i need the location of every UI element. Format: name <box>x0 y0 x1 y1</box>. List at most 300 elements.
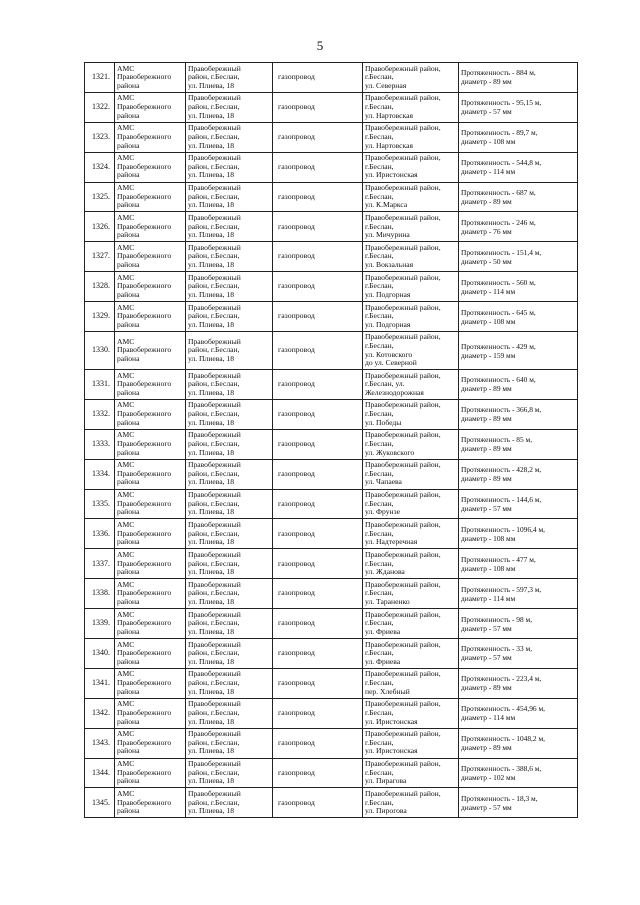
object-parameters-cell-line: диаметр - 57 мм <box>461 504 512 514</box>
object-parameters-cell <box>459 788 578 818</box>
holder-address-cell-line: район, г.Беслан, <box>188 131 240 141</box>
holder-address-cell-line: район, г.Беслан, <box>188 161 240 171</box>
holder-cell <box>115 152 186 182</box>
holder-address-cell-line: ул. Плиева, 18 <box>188 170 235 180</box>
object-parameters-cell-line: диаметр - 89 мм <box>461 683 512 693</box>
holder-cell-line: АМС <box>117 639 135 649</box>
holder-address-cell-line: ул. Плиева, 18 <box>188 567 235 577</box>
holder-address-cell <box>186 370 273 400</box>
table-row <box>85 399 578 429</box>
object-location-cell <box>363 152 459 182</box>
table-row <box>85 429 578 459</box>
object-parameters-cell-line: Протяженность - 429 м, <box>461 341 536 351</box>
holder-address-cell-line: ул. Плиева, 18 <box>188 716 235 726</box>
object-parameters-cell-line: Протяженность - 687 м, <box>461 188 536 197</box>
holder-address-cell-line: район, г.Беслан, <box>188 345 240 355</box>
table-row <box>85 272 578 302</box>
holder-cell-line: АМС <box>117 729 135 739</box>
holder-cell-line: АМС <box>117 370 135 380</box>
table-row <box>85 92 578 122</box>
object-location-cell-line: г.Беслан, <box>365 311 394 321</box>
object-location-cell-line: ул. Надтеречная <box>365 537 418 547</box>
object-location-cell <box>363 519 459 549</box>
object-location-cell-line: г.Беслан, <box>365 588 394 598</box>
holder-cell-line: Правобережного <box>117 648 172 658</box>
holder-cell-line: Правобережного <box>117 251 172 261</box>
object-location-cell-line: Правобережный район, <box>365 302 441 312</box>
table-row <box>85 63 578 93</box>
holder-cell-line: района <box>117 626 140 636</box>
object-location-cell-line: ул. Победы <box>365 417 402 427</box>
holder-cell-line: района <box>117 289 140 299</box>
object-parameters-cell-line: Протяженность - 640 м, <box>461 375 536 385</box>
holder-address-cell-line: ул. Плиева, 18 <box>188 140 235 150</box>
object-parameters-cell-line: Протяженность - 246 м, <box>461 217 536 227</box>
holder-address-cell <box>186 639 273 669</box>
object-location-cell-line: ул. Иристонская <box>365 170 418 180</box>
holder-address-cell-line: Правобережный <box>188 123 241 133</box>
object-parameters-cell <box>459 728 578 758</box>
object-type-cell: газопровод <box>273 519 363 549</box>
object-location-cell <box>363 728 459 758</box>
holder-address-cell-line: район, г.Беслан, <box>188 618 240 628</box>
holder-address-cell-line: Правобережный <box>188 242 241 252</box>
row-number: 1334. <box>85 459 115 489</box>
table-row <box>85 242 578 272</box>
holder-cell-line: района <box>117 319 140 329</box>
table-row <box>85 639 578 669</box>
holder-address-cell-line: район, г.Беслан, <box>188 707 240 717</box>
holder-cell-line: Правобережного <box>117 221 172 231</box>
row-number: 1342. <box>85 698 115 728</box>
object-type-cell: газопровод <box>273 272 363 302</box>
holder-cell <box>115 609 186 639</box>
object-parameters-cell-line: Протяженность - 144,6 м, <box>461 495 542 505</box>
object-parameters-cell-line: диаметр - 57 мм <box>461 653 512 663</box>
object-type-cell: газопровод <box>273 332 363 370</box>
object-location-cell-line: Правобережный район, <box>365 609 441 619</box>
holder-cell-line: района <box>117 417 140 427</box>
object-parameters-cell-line: Протяженность - 544,8 м, <box>461 158 542 168</box>
holder-cell <box>115 459 186 489</box>
holder-address-cell-line: район, г.Беслан, <box>188 409 240 419</box>
holder-cell-line: района <box>117 746 140 756</box>
holder-cell-line: района <box>117 140 140 150</box>
holder-address-cell-line: Правобережный <box>188 639 241 649</box>
holder-address-cell-line: ул. Плиева, 18 <box>188 776 235 786</box>
holder-cell-line: Правобережного <box>117 498 172 508</box>
object-parameters-cell <box>459 429 578 459</box>
object-parameters-cell-line: Протяженность - 89,7 м, <box>461 128 538 138</box>
object-location-cell-line: г.Беслан, <box>365 191 394 201</box>
table-row <box>85 302 578 332</box>
holder-address-cell-line: ул. Плиева, 18 <box>188 746 235 756</box>
object-location-cell <box>363 63 459 93</box>
row-number: 1323. <box>85 122 115 152</box>
object-type-cell: газопровод <box>273 549 363 579</box>
object-location-cell-line: г.Беслан, <box>365 678 394 688</box>
holder-cell-line: АМС <box>117 759 135 769</box>
table-row <box>85 668 578 698</box>
object-location-cell-line: ул. Подгорная <box>365 289 411 299</box>
object-parameters-cell-line: диаметр - 89 мм <box>461 197 512 206</box>
holder-address-cell-line: Правобережный <box>188 400 241 410</box>
object-location-cell-line: ул. Вокзальная <box>365 260 414 270</box>
object-parameters-cell <box>459 489 578 519</box>
registry-table-body <box>85 63 578 818</box>
holder-address-cell-line: Правобережный <box>188 549 241 559</box>
holder-cell-line: АМС <box>117 699 135 709</box>
holder-address-cell-line: ул. Плиева, 18 <box>188 626 235 636</box>
holder-cell-line: района <box>117 230 140 240</box>
table-row <box>85 212 578 242</box>
object-parameters-cell <box>459 152 578 182</box>
holder-cell-line: Правобережного <box>117 281 172 291</box>
object-parameters-cell <box>459 212 578 242</box>
object-type-cell: газопровод <box>273 668 363 698</box>
object-parameters-cell <box>459 370 578 400</box>
holder-cell-line: района <box>117 477 140 487</box>
object-parameters-cell-line: Протяженность - 33 м, <box>461 644 533 654</box>
holder-address-cell-line: район, г.Беслан, <box>188 72 240 82</box>
holder-address-cell <box>186 788 273 818</box>
object-location-cell-line: г.Беслан, <box>365 618 394 628</box>
holder-address-cell <box>186 302 273 332</box>
object-parameters-cell-line: Протяженность - 388,6 м, <box>461 764 542 774</box>
holder-address-cell-line: ул. Плиева, 18 <box>188 200 235 210</box>
object-parameters-cell-line: диаметр - 108 мм <box>461 137 516 147</box>
object-location-cell-line: ул. Иристонская <box>365 716 418 726</box>
object-parameters-cell-line: Протяженность - 18,3 м, <box>461 793 538 803</box>
object-parameters-cell-line: Протяженность - 597,3 м, <box>461 584 542 594</box>
holder-cell <box>115 519 186 549</box>
row-number: 1336. <box>85 519 115 549</box>
holder-cell <box>115 212 186 242</box>
object-parameters-cell <box>459 272 578 302</box>
row-number: 1327. <box>85 242 115 272</box>
object-parameters-cell-line: Протяженность - 366,8 м, <box>461 405 542 415</box>
holder-cell-line: Правобережного <box>117 678 172 688</box>
row-number: 1339. <box>85 609 115 639</box>
holder-address-cell <box>186 429 273 459</box>
object-parameters-cell <box>459 609 578 639</box>
object-parameters-cell-line: Протяженность - 560 м, <box>461 277 536 287</box>
object-parameters-cell-line: Протяженность - 884 м, <box>461 68 536 78</box>
holder-cell-line: Правобережного <box>117 438 172 448</box>
object-location-cell-line: ул. К.Маркса <box>365 200 408 210</box>
object-parameters-cell-line: Протяженность - 477 м, <box>461 554 536 564</box>
holder-cell <box>115 788 186 818</box>
holder-address-cell-line: ул. Плиева, 18 <box>188 806 235 816</box>
row-number: 1333. <box>85 429 115 459</box>
holder-address-cell-line: Правобережный <box>188 579 241 589</box>
holder-cell-line: АМС <box>117 213 135 222</box>
row-number: 1326. <box>85 212 115 242</box>
table-row <box>85 182 578 212</box>
holder-address-cell-line: Правобережный <box>188 490 241 500</box>
object-location-cell-line: Правобережный район, <box>365 400 441 410</box>
object-parameters-cell <box>459 698 578 728</box>
row-number: 1330. <box>85 332 115 370</box>
holder-address-cell-line: район, г.Беслан, <box>188 797 240 807</box>
holder-address-cell-line: район, г.Беслан, <box>188 737 240 747</box>
object-type-cell: газопровод <box>273 728 363 758</box>
object-parameters-cell-line: диаметр - 57 мм <box>461 623 512 633</box>
holder-address-cell-line: район, г.Беслан, <box>188 528 240 538</box>
object-location-cell-line: Правобережный район, <box>365 370 441 380</box>
object-location-cell <box>363 429 459 459</box>
row-number: 1338. <box>85 579 115 609</box>
object-location-cell <box>363 332 459 370</box>
holder-address-cell-line: ул. Плиева, 18 <box>188 260 235 270</box>
object-location-cell-line: Правобережный район, <box>365 183 441 193</box>
object-parameters-cell <box>459 63 578 93</box>
holder-cell-line: АМС <box>117 549 135 559</box>
holder-cell-line: АМС <box>117 302 135 312</box>
row-number: 1324. <box>85 152 115 182</box>
object-location-cell-line: Правобережный район, <box>365 579 441 589</box>
object-location-cell-line: ул. Фриева <box>365 626 401 636</box>
holder-address-cell-line: Правобережный <box>188 153 241 163</box>
object-location-cell-line: Правобережный район, <box>365 63 441 73</box>
holder-address-cell-line: ул. Плиева, 18 <box>188 80 235 90</box>
object-location-cell-line: ул. Фриева <box>365 656 401 666</box>
row-number: 1322. <box>85 92 115 122</box>
holder-address-cell <box>186 728 273 758</box>
table-row <box>85 728 578 758</box>
holder-cell <box>115 272 186 302</box>
object-parameters-cell <box>459 519 578 549</box>
object-location-cell <box>363 302 459 332</box>
table-row <box>85 459 578 489</box>
holder-address-cell <box>186 459 273 489</box>
table-row <box>85 370 578 400</box>
holder-address-cell-line: ул. Плиева, 18 <box>188 477 235 487</box>
object-location-cell-line: Правобережный район, <box>365 93 441 103</box>
holder-cell <box>115 698 186 728</box>
object-parameters-cell <box>459 302 578 332</box>
row-number: 1331. <box>85 370 115 400</box>
object-parameters-cell-line: Протяженность - 95,15 м, <box>461 98 542 108</box>
registry-table <box>84 62 578 818</box>
holder-cell <box>115 639 186 669</box>
holder-address-cell-line: район, г.Беслан, <box>188 191 240 201</box>
object-parameters-cell-line: диаметр - 114 мм <box>461 593 516 603</box>
holder-address-cell-line: ул. Плиева, 18 <box>188 230 235 240</box>
table-row <box>85 122 578 152</box>
object-parameters-cell-line: диаметр - 108 мм <box>461 563 516 573</box>
holder-cell-line: района <box>117 447 140 457</box>
holder-cell-line: АМС <box>117 609 135 619</box>
table-row <box>85 698 578 728</box>
holder-address-cell-line: Правобережный <box>188 759 241 769</box>
table-row <box>85 609 578 639</box>
object-type-cell: газопровод <box>273 370 363 400</box>
object-location-cell-line: г.Беслан, <box>365 468 394 478</box>
object-parameters-cell-line: Протяженность - 454,96 м, <box>461 704 545 714</box>
holder-address-cell <box>186 698 273 728</box>
object-type-cell: газопровод <box>273 242 363 272</box>
object-location-cell <box>363 579 459 609</box>
object-type-cell: газопровод <box>273 459 363 489</box>
object-location-cell-line: ул. Мичурина <box>365 230 410 240</box>
holder-cell-line: АМС <box>117 490 135 500</box>
object-parameters-cell-line: диаметр - 89 мм <box>461 743 512 753</box>
holder-address-cell <box>186 549 273 579</box>
object-parameters-cell-line: диаметр - 50 мм <box>461 256 512 266</box>
holder-address-cell-line: Правобережный <box>188 669 241 679</box>
holder-cell <box>115 92 186 122</box>
object-location-cell <box>363 370 459 400</box>
holder-cell <box>115 332 186 370</box>
table-row <box>85 758 578 788</box>
row-number: 1343. <box>85 728 115 758</box>
holder-cell-line: Правобережного <box>117 767 172 777</box>
holder-cell-line: АМС <box>117 789 135 799</box>
holder-address-cell-line: Правобережный <box>188 213 241 222</box>
row-number: 1332. <box>85 399 115 429</box>
holder-address-cell <box>186 579 273 609</box>
holder-address-cell-line: район, г.Беслан, <box>188 221 240 231</box>
holder-address-cell-line: ул. Плиева, 18 <box>188 289 235 299</box>
holder-address-cell-line: район, г.Беслан, <box>188 102 240 112</box>
holder-address-cell-line: район, г.Беслан, <box>188 251 240 261</box>
holder-cell <box>115 549 186 579</box>
object-location-cell-line: г.Беслан, <box>365 340 394 350</box>
holder-address-cell-line: район, г.Беслан, <box>188 767 240 777</box>
object-parameters-cell <box>459 399 578 429</box>
holder-address-cell-line: район, г.Беслан, <box>188 588 240 598</box>
holder-address-cell-line: ул. Плиева, 18 <box>188 353 235 363</box>
holder-address-cell-line: Правобережный <box>188 93 241 103</box>
holder-cell-line: района <box>117 353 140 363</box>
holder-address-cell-line: Правобережный <box>188 430 241 440</box>
holder-address-cell-line: район, г.Беслан, <box>188 498 240 508</box>
object-parameters-cell <box>459 758 578 788</box>
holder-cell-line: АМС <box>117 430 135 440</box>
holder-address-cell-line: ул. Плиева, 18 <box>188 686 235 696</box>
holder-address-cell <box>186 182 273 212</box>
object-location-cell-line: Правобережный район, <box>365 520 441 530</box>
object-location-cell-line: Железнодорожная <box>365 387 424 397</box>
object-parameters-cell <box>459 579 578 609</box>
table-row <box>85 579 578 609</box>
holder-cell-line: АМС <box>117 400 135 410</box>
row-number: 1340. <box>85 639 115 669</box>
object-parameters-cell-line: Протяженность - 1096,4 м, <box>461 524 545 534</box>
holder-address-cell-line: ул. Плиева, 18 <box>188 596 235 606</box>
holder-address-cell-line: ул. Плиева, 18 <box>188 537 235 547</box>
object-parameters-cell-line: диаметр - 108 мм <box>461 533 516 543</box>
object-type-cell: газопровод <box>273 302 363 332</box>
holder-cell <box>115 399 186 429</box>
object-type-cell: газопровод <box>273 579 363 609</box>
holder-cell-line: Правобережного <box>117 409 172 419</box>
holder-address-cell-line: район, г.Беслан, <box>188 558 240 568</box>
object-location-cell-line: Правобережный район, <box>365 729 441 739</box>
holder-cell-line: района <box>117 170 140 180</box>
holder-address-cell-line: ул. Плиева, 18 <box>188 656 235 666</box>
holder-address-cell-line: ул. Плиева, 18 <box>188 447 235 457</box>
object-parameters-cell-line: диаметр - 89 мм <box>461 384 512 394</box>
object-location-cell-line: г.Беслан, ул. <box>365 379 405 389</box>
object-location-cell <box>363 459 459 489</box>
holder-address-cell-line: район, г.Беслан, <box>188 281 240 291</box>
row-number: 1325. <box>85 182 115 212</box>
holder-address-cell <box>186 668 273 698</box>
holder-cell-line: района <box>117 776 140 786</box>
holder-cell-line: района <box>117 260 140 270</box>
object-location-cell <box>363 639 459 669</box>
holder-cell <box>115 370 186 400</box>
page-number: 5 <box>316 38 324 53</box>
holder-address-cell <box>186 152 273 182</box>
object-location-cell-line: г.Беслан, <box>365 707 394 717</box>
object-location-cell-line: ул. Северная <box>365 80 407 90</box>
holder-address-cell-line: Правобережный <box>188 460 241 470</box>
holder-cell-line: АМС <box>117 272 135 282</box>
holder-cell <box>115 242 186 272</box>
holder-address-cell <box>186 272 273 302</box>
holder-cell <box>115 429 186 459</box>
object-location-cell-line: ул. Пирагова <box>365 776 407 786</box>
object-parameters-cell-line: диаметр - 102 мм <box>461 773 516 783</box>
object-location-cell-line: ул. Нартовская <box>365 140 413 150</box>
holder-address-cell <box>186 242 273 272</box>
object-location-cell <box>363 668 459 698</box>
holder-address-cell <box>186 609 273 639</box>
object-location-cell-line: Правобережный район, <box>365 153 441 163</box>
holder-cell <box>115 728 186 758</box>
object-location-cell <box>363 242 459 272</box>
holder-cell-line: АМС <box>117 123 135 133</box>
object-location-cell-line: ул. Жданова <box>365 567 405 577</box>
object-location-cell-line: Правобережный район, <box>365 430 441 440</box>
object-location-cell <box>363 399 459 429</box>
holder-cell-line: Правобережного <box>117 468 172 478</box>
object-location-cell-line: ул. Котовского <box>365 349 413 359</box>
object-location-cell-line: Правобережный район, <box>365 242 441 252</box>
object-type-cell: газопровод <box>273 212 363 242</box>
row-number: 1337. <box>85 549 115 579</box>
holder-cell-line: района <box>117 387 140 397</box>
holder-cell <box>115 489 186 519</box>
holder-cell-line: района <box>117 110 140 120</box>
object-location-cell <box>363 212 459 242</box>
object-location-cell-line: ул. Нартовская <box>365 110 413 120</box>
holder-cell-line: Правобережного <box>117 528 172 538</box>
object-parameters-cell-line: диаметр - 57 мм <box>461 107 512 117</box>
holder-address-cell <box>186 399 273 429</box>
object-location-cell-line: Правобережный район, <box>365 639 441 649</box>
object-parameters-cell-line: Протяженность - 1048,2 м, <box>461 734 545 744</box>
object-location-cell <box>363 182 459 212</box>
holder-cell-line: района <box>117 537 140 547</box>
holder-address-cell-line: Правобережный <box>188 370 241 380</box>
holder-address-cell-line: район, г.Беслан, <box>188 468 240 478</box>
holder-address-cell-line: район, г.Беслан, <box>188 438 240 448</box>
object-type-cell: газопровод <box>273 788 363 818</box>
object-location-cell-line: г.Беслан, <box>365 797 394 807</box>
holder-cell-line: АМС <box>117 93 135 103</box>
object-location-cell-line: Правобережный район, <box>365 699 441 709</box>
table-row <box>85 152 578 182</box>
object-location-cell-line: Правобережный район, <box>365 759 441 769</box>
object-location-cell-line: Правобережный район, <box>365 490 441 500</box>
holder-address-cell <box>186 212 273 242</box>
row-number: 1341. <box>85 668 115 698</box>
object-type-cell: газопровод <box>273 152 363 182</box>
